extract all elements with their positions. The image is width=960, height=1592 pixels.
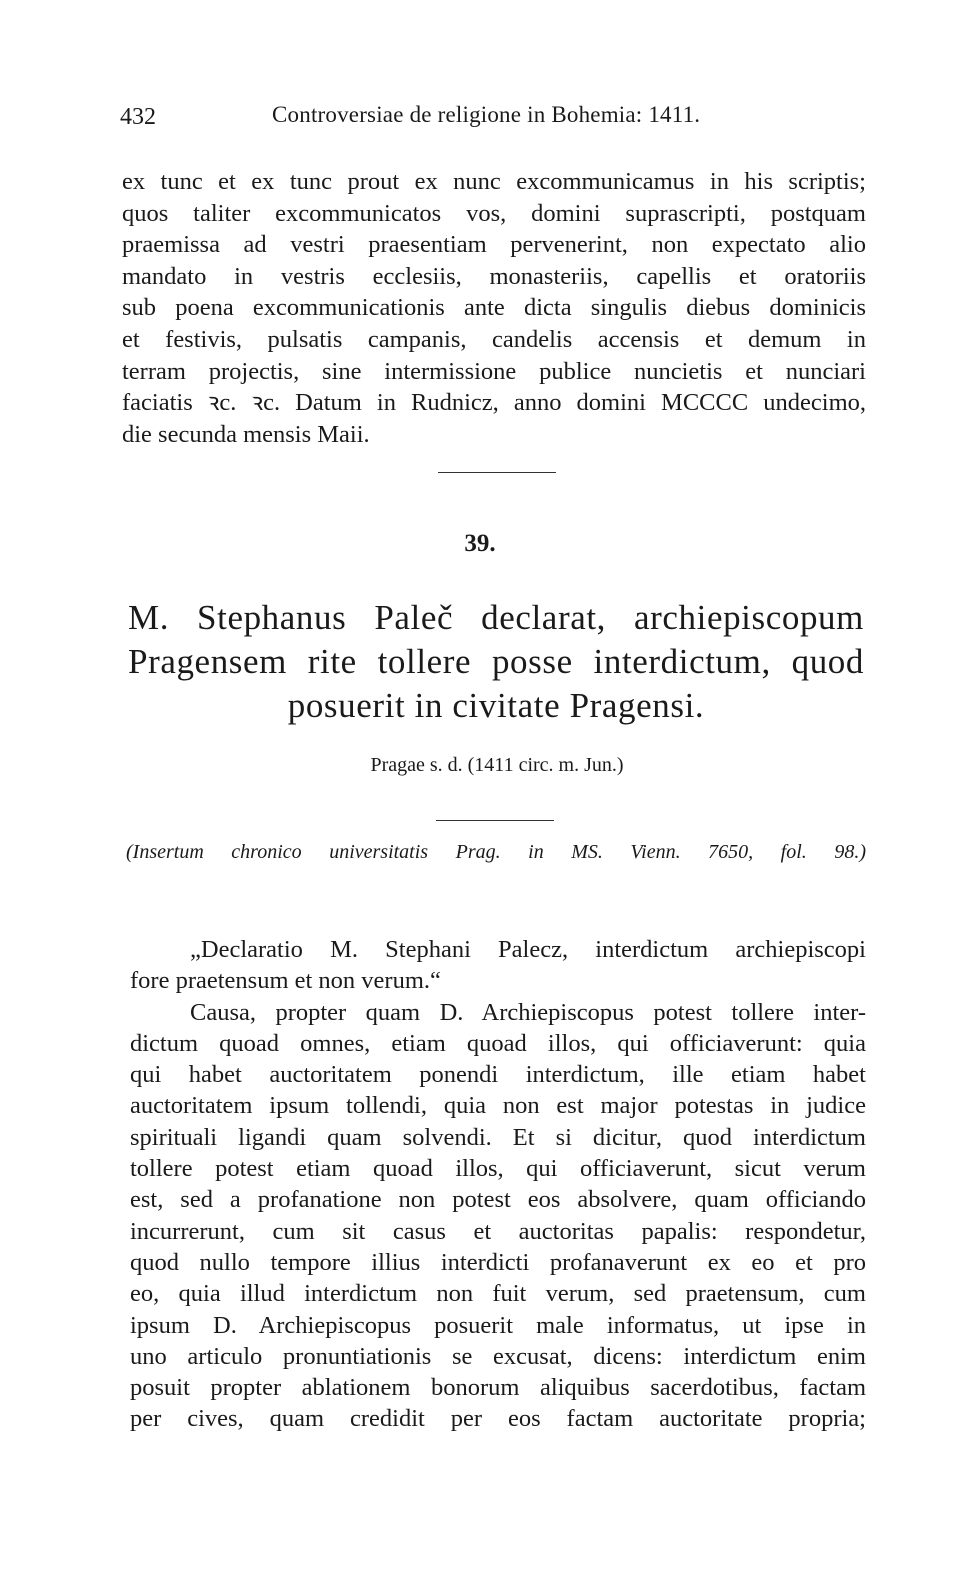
text-line: quod nullo tempore illius interdicti profanaverunt ex eo et pro [130, 1248, 866, 1276]
page-number: 432 [120, 104, 156, 130]
text-line: ipsum D. Archiepiscopus posuerit male informatus, ut ipse in [130, 1311, 866, 1339]
running-title: Controversiae de religione in Bohemia: 1411. [272, 102, 701, 127]
text-line: dictum quoad omnes, etiam quoad illos, qui officiaverunt: quia [130, 1029, 866, 1057]
text-line: sub poena excommunicationis ante dicta singulis diebus dominicis [122, 294, 866, 322]
text-line: tollere potest etiam quoad illos, qui officiaverunt, sicut verum [130, 1155, 866, 1183]
document-title [128, 596, 864, 728]
text-line: quos taliter excommunicatos vos, domini suprascripti, postquam [122, 199, 866, 227]
section-divider [436, 820, 554, 821]
declaration-text [130, 934, 866, 1435]
title-line: posuerit in civitate Pragensi. [287, 686, 705, 725]
page-header [120, 100, 860, 136]
section-divider [438, 472, 556, 473]
text-line: Causa, propter quam D. Archiepiscopus potest tollere inter- [190, 998, 866, 1026]
text-line: spirituali ligandi quam solvendi. Et si dicitur, quod interdictum [130, 1123, 866, 1151]
text-line: ex tunc et ex tunc prout ex nunc excommunicamus in his scriptis; [122, 168, 866, 195]
text-line: est, sed a profanatione non potest eos absolvere, quam officiando [130, 1186, 866, 1214]
text-line: per cives, quam credidit per eos factam auctoritate propria; [130, 1405, 866, 1433]
text-line: uno articulo pronuntiationis se excusat, dicens: interdictum enim [130, 1342, 866, 1370]
body-paragraph-continued [122, 166, 866, 450]
text-line: mandato in vestris ecclesiis, monasteriis, capellis et oratoriis [122, 262, 866, 290]
text-line: terram projectis, sine intermissione publice nuncietis et nunciari [122, 357, 866, 385]
text-line: auctoritatem ipsum tollendi, quia non est major potestas in judice [130, 1092, 866, 1120]
text-line: qui habet auctoritatem ponendi interdictum, ille etiam habet [130, 1061, 866, 1089]
title-line: M. Stephanus Paleč declarat, archiepiscopum [128, 598, 864, 637]
title-line: Pragensem rite tollere posse interdictum, quod [128, 642, 864, 681]
text-line: et festivis, pulsatis campanis, candelis accensis et demum in [122, 325, 866, 353]
text-line: eo, quia illud interdictum non fuit verum, sed praetensum, cum [130, 1280, 866, 1308]
dateline: Pragae s. d. (1411 circ. m. Jun.) [370, 754, 624, 776]
text-line: faciatis ꝛc. ꝛc. Datum in Rudnicz, anno domini MCCCC undecimo, [122, 389, 866, 417]
text-line: posuit propter ablationem bonorum aliquibus sacerdotibus, factam [130, 1374, 866, 1402]
document-number: 39. [464, 530, 496, 557]
text-line: fore praetensum et non verum.“ [130, 967, 441, 995]
text-line: die secunda mensis Maii. [122, 420, 370, 448]
source-note: (Insertum chronico universitatis Prag. in MS. Vienn. 7650, fol. 98.) [126, 841, 866, 863]
text-line: „Declaratio M. Stephani Palecz, interdictum archiepiscopi [190, 936, 866, 963]
text-line: praemissa ad vestri praesentiam pervenerint, non expectato alio [122, 231, 866, 259]
text-line: incurrerunt, cum sit casus et auctoritas papalis: respondetur, [130, 1217, 866, 1245]
